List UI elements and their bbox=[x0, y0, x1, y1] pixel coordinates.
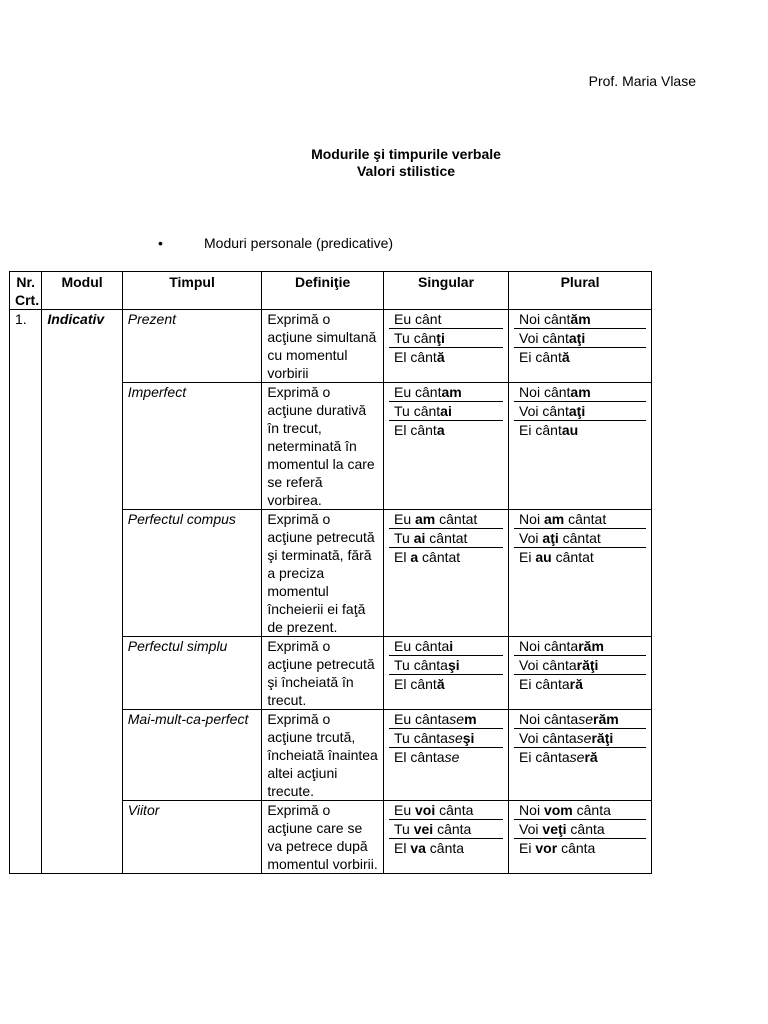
singular-form bbox=[389, 548, 503, 566]
form-stem: cântat bbox=[551, 549, 594, 565]
form-stem: Tu cânta bbox=[394, 730, 448, 746]
form-stem: Ei bbox=[519, 549, 536, 565]
form-suffix: se bbox=[569, 749, 585, 765]
form-suffix: se bbox=[576, 730, 592, 746]
form-stem: El cânt bbox=[394, 676, 437, 692]
form-ending: veţi bbox=[542, 821, 567, 837]
plural-form bbox=[514, 801, 646, 820]
form-stem: Noi cânta bbox=[519, 711, 579, 727]
singular-form bbox=[389, 729, 503, 748]
plural-form bbox=[514, 348, 646, 366]
form-stem: Eu bbox=[394, 511, 416, 527]
form-ending: ră bbox=[569, 676, 583, 692]
form-ending: răţi bbox=[591, 730, 614, 746]
form-stem: Tu bbox=[394, 821, 414, 837]
form-stem: Eu cânt bbox=[394, 311, 442, 327]
plural-form bbox=[514, 729, 646, 748]
plural-form bbox=[514, 675, 646, 693]
plural-form bbox=[514, 637, 646, 656]
row-number-cell: 1. bbox=[10, 310, 42, 874]
form-stem: Voi bbox=[519, 530, 543, 546]
form-stem: Noi cânt bbox=[519, 311, 571, 327]
form-stem: cântat bbox=[564, 511, 607, 527]
form-suffix: se bbox=[444, 749, 460, 765]
singular-form bbox=[389, 820, 503, 839]
form-stem: Tu cânta bbox=[394, 657, 448, 673]
form-stem: Voi cânt bbox=[519, 330, 569, 346]
plural-form bbox=[514, 656, 646, 675]
plural-forms-cell bbox=[509, 510, 652, 637]
form-stem: El bbox=[394, 840, 411, 856]
singular-form bbox=[389, 310, 503, 329]
singular-form bbox=[389, 637, 503, 656]
form-ending: vei bbox=[413, 821, 434, 837]
form-ending: am bbox=[570, 384, 591, 400]
form-ending: aţi bbox=[542, 530, 559, 546]
form-stem: Tu bbox=[394, 530, 414, 546]
form-ending: ţi bbox=[436, 330, 445, 346]
form-ending: ră bbox=[584, 749, 598, 765]
singular-forms-cell bbox=[384, 710, 509, 801]
table-row bbox=[10, 310, 652, 383]
definition-cell: Exprimă o acţiune durativă în trecut, neterminată în momentul la care se referă vorbirea. bbox=[262, 383, 384, 510]
form-ending: aţi bbox=[568, 403, 586, 419]
form-ending: a bbox=[436, 422, 445, 438]
header-plural: Plural bbox=[509, 272, 652, 310]
singular-form bbox=[389, 656, 503, 675]
form-ending: aţi bbox=[568, 330, 586, 346]
singular-form bbox=[389, 529, 503, 548]
table-header-row bbox=[10, 272, 652, 310]
singular-form bbox=[389, 839, 503, 857]
singular-form bbox=[389, 510, 503, 529]
singular-form bbox=[389, 348, 503, 366]
form-stem: Ei cânta bbox=[519, 676, 570, 692]
tense-name-cell: Perfectul simplu bbox=[122, 637, 262, 710]
plural-form bbox=[514, 383, 646, 402]
form-stem: cântat bbox=[418, 549, 461, 565]
form-ending: au bbox=[561, 422, 579, 438]
verb-table bbox=[9, 271, 652, 874]
singular-form bbox=[389, 383, 503, 402]
form-stem: El cânt bbox=[394, 349, 437, 365]
tense-name-cell: Imperfect bbox=[122, 383, 262, 510]
form-stem: Noi bbox=[519, 802, 544, 818]
form-stem: Tu cân bbox=[394, 330, 437, 346]
singular-form bbox=[389, 329, 503, 348]
form-ending: am bbox=[415, 511, 436, 527]
form-stem: Eu bbox=[394, 802, 416, 818]
header-definition: Definiţie bbox=[262, 272, 384, 310]
singular-form bbox=[389, 421, 503, 439]
form-ending: am bbox=[543, 511, 565, 527]
form-stem: El cânt bbox=[394, 422, 437, 438]
tense-name-cell: Viitor bbox=[122, 801, 262, 874]
form-stem: Ei cânt bbox=[519, 349, 562, 365]
form-stem: cânta bbox=[572, 802, 611, 818]
form-stem: cânta bbox=[425, 840, 465, 856]
plural-forms-cell bbox=[509, 383, 652, 510]
form-ending: răţi bbox=[576, 657, 599, 673]
singular-forms-cell bbox=[384, 383, 509, 510]
form-ending: şi bbox=[462, 730, 475, 746]
header-nr: Nr. Crt. bbox=[10, 272, 42, 310]
form-stem: Noi bbox=[519, 511, 544, 527]
author-name: Prof. Maria Vlase bbox=[588, 73, 696, 89]
form-stem: cânta bbox=[435, 802, 474, 818]
form-suffix: se bbox=[447, 730, 463, 746]
plural-form bbox=[514, 529, 646, 548]
form-stem: Ei cânta bbox=[519, 749, 570, 765]
title-block bbox=[0, 146, 768, 180]
page-title: Modurile şi timpurile verbale bbox=[311, 146, 501, 162]
table-body bbox=[10, 310, 652, 874]
form-stem: Eu cânta bbox=[394, 638, 450, 654]
plural-form bbox=[514, 310, 646, 329]
tense-name-cell: Perfectul compus bbox=[122, 510, 262, 637]
form-ending: răm bbox=[593, 711, 619, 727]
form-suffix: se bbox=[578, 711, 593, 727]
section-heading bbox=[158, 235, 393, 251]
form-ending: vor bbox=[535, 840, 558, 856]
form-ending: va bbox=[410, 840, 426, 856]
form-stem: Noi cânta bbox=[519, 638, 579, 654]
singular-form bbox=[389, 402, 503, 421]
definition-cell: Exprimă o acţiune simultană cu momentul vorbirii bbox=[262, 310, 384, 383]
plural-form bbox=[514, 748, 646, 766]
definition-cell: Exprimă o acţiune petrecută şi încheiată în trecut. bbox=[262, 637, 384, 710]
plural-form bbox=[514, 839, 646, 857]
form-ending: voi bbox=[415, 802, 436, 818]
form-ending: a bbox=[410, 549, 419, 565]
header-tense: Timpul bbox=[122, 272, 262, 310]
form-stem: Eu cânta bbox=[394, 711, 450, 727]
form-stem: cânta bbox=[433, 821, 472, 837]
form-stem: cântat bbox=[435, 511, 478, 527]
singular-forms-cell bbox=[384, 637, 509, 710]
definition-cell: Exprimă o acţiune care se va petrece după momentul vorbirii. bbox=[262, 801, 384, 874]
page-subtitle: Valori stilistice bbox=[356, 163, 456, 179]
form-ending: ă bbox=[561, 349, 570, 365]
header-singular: Singular bbox=[384, 272, 509, 310]
singular-forms-cell bbox=[384, 510, 509, 637]
form-suffix: se bbox=[449, 711, 465, 727]
tense-name-cell: Mai-mult-ca-perfect bbox=[122, 710, 262, 801]
form-ending: răm bbox=[578, 638, 604, 654]
plural-forms-cell bbox=[509, 710, 652, 801]
form-ending: ăm bbox=[570, 311, 591, 327]
plural-form bbox=[514, 820, 646, 839]
header-mood: Modul bbox=[42, 272, 122, 310]
form-ending: şi bbox=[447, 657, 460, 673]
form-stem: Eu cânt bbox=[394, 384, 442, 400]
singular-form bbox=[389, 675, 503, 693]
plural-form bbox=[514, 402, 646, 421]
definition-cell: Exprimă o acţiune petrecută şi terminată, fără a preciza momentul încheierii ei faţă de prezent. bbox=[262, 510, 384, 637]
mood-cell: Indicativ bbox=[42, 310, 122, 874]
form-stem: Voi cânta bbox=[519, 657, 577, 673]
form-ending: au bbox=[535, 549, 552, 565]
plural-form bbox=[514, 710, 646, 729]
form-stem: cântat bbox=[425, 530, 468, 546]
form-ending: ai bbox=[440, 403, 452, 419]
form-stem: Voi cânta bbox=[519, 730, 577, 746]
plural-form bbox=[514, 329, 646, 348]
plural-forms-cell bbox=[509, 801, 652, 874]
singular-form bbox=[389, 801, 503, 820]
plural-form bbox=[514, 421, 646, 439]
singular-forms-cell bbox=[384, 801, 509, 874]
form-stem: Ei bbox=[519, 840, 536, 856]
bullet-icon: • bbox=[158, 235, 163, 251]
form-stem: Voi bbox=[519, 821, 543, 837]
singular-form bbox=[389, 748, 503, 766]
plural-form bbox=[514, 510, 646, 529]
form-ending: vom bbox=[543, 802, 573, 818]
plural-forms-cell bbox=[509, 637, 652, 710]
section-label: Moduri personale (predicative) bbox=[204, 235, 394, 251]
form-ending: m bbox=[464, 711, 477, 727]
form-stem: Noi cânt bbox=[519, 384, 571, 400]
form-stem: Ei cânt bbox=[519, 422, 562, 438]
form-ending: am bbox=[441, 384, 462, 400]
form-stem: cânta bbox=[557, 840, 596, 856]
form-stem: El bbox=[394, 549, 411, 565]
form-ending: ă bbox=[436, 349, 445, 365]
tense-name-cell: Prezent bbox=[122, 310, 262, 383]
form-stem: Tu cânt bbox=[394, 403, 441, 419]
form-stem: Voi cânt bbox=[519, 403, 569, 419]
plural-form bbox=[514, 548, 646, 566]
plural-forms-cell bbox=[509, 310, 652, 383]
form-stem: cântat bbox=[558, 530, 601, 546]
form-stem: cânta bbox=[566, 821, 605, 837]
singular-form bbox=[389, 710, 503, 729]
form-ending: ai bbox=[413, 530, 426, 546]
form-ending: ă bbox=[436, 676, 445, 692]
singular-forms-cell bbox=[384, 310, 509, 383]
definition-cell: Exprimă o acţiune trcută, încheiată înaintea altei acţiuni trecute. bbox=[262, 710, 384, 801]
form-ending: i bbox=[449, 638, 454, 654]
form-stem: El cânta bbox=[394, 749, 445, 765]
